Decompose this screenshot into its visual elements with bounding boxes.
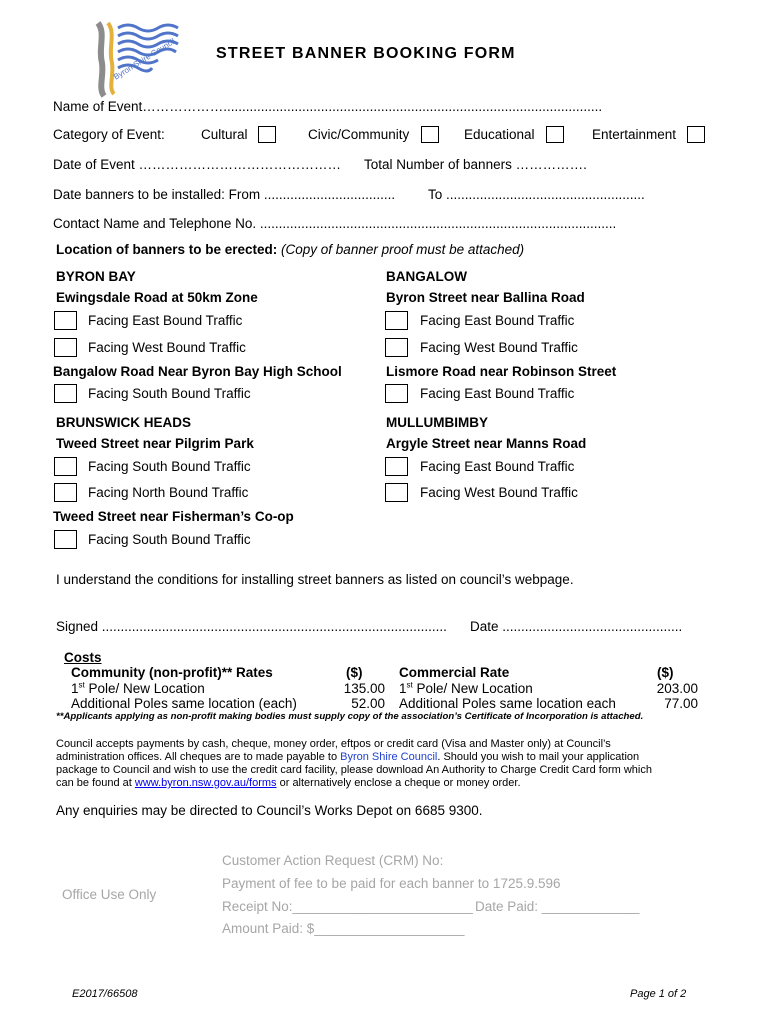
- date-paid-field: Date Paid: _____________: [475, 899, 640, 914]
- argyle-west-label: Facing West Bound Traffic: [420, 485, 578, 500]
- payment-line-2-pre: administration offices. All cheques are to made payable to: [56, 751, 341, 763]
- payment-line-4-pre: can be found at: [56, 777, 135, 789]
- ewingsdale-west-checkbox[interactable]: [54, 338, 77, 357]
- commercial-additional: Additional Poles same location each: [399, 696, 616, 711]
- road-argyle-street: Argyle Street near Manns Road: [386, 436, 587, 451]
- payment-line-2: [56, 751, 639, 763]
- signed-date-field[interactable]: Date ................................................: [470, 619, 683, 634]
- crm-number-field: Customer Action Request (CRM) No:: [222, 853, 444, 868]
- location-heading: [56, 242, 524, 257]
- category-cultural-checkbox[interactable]: [258, 126, 276, 143]
- argyle-west-checkbox[interactable]: [385, 483, 408, 502]
- community-first-value: 135.00: [343, 681, 385, 696]
- costs-heading: Costs: [64, 650, 102, 665]
- contact-field[interactable]: Contact Name and Telephone No. ...............................................................................................: [53, 216, 617, 231]
- community-unit: ($): [346, 665, 363, 680]
- tweed-pilgrim-south-label: Facing South Bound Traffic: [88, 459, 251, 474]
- commercial-first-pole: [399, 681, 533, 696]
- signed-field[interactable]: Signed ............................................................................................: [56, 619, 447, 634]
- commercial-rate-label: Commercial Rate: [399, 665, 510, 680]
- ewingsdale-west-label: Facing West Bound Traffic: [88, 340, 246, 355]
- date-of-event-field[interactable]: Date of Event ………………………………………: [53, 157, 342, 172]
- argyle-east-label: Facing East Bound Traffic: [420, 459, 575, 474]
- commercial-first-sup: st: [406, 680, 413, 690]
- payment-payee: Byron Shire Council: [340, 751, 438, 763]
- commercial-unit: ($): [657, 665, 674, 680]
- community-additional: Additional Poles same location (each): [71, 696, 297, 711]
- page-title: STREET BANNER BOOKING FORM: [216, 45, 516, 62]
- page-number: Page 1 of 2: [630, 988, 687, 1000]
- office-use-label: Office Use Only: [62, 887, 157, 902]
- location-heading-note: (Copy of banner proof must be attached): [277, 242, 525, 257]
- byron-street-west-checkbox[interactable]: [385, 338, 408, 357]
- document-reference: E2017/66508: [72, 988, 138, 1000]
- commercial-first-value: 203.00: [656, 681, 698, 696]
- category-educational-label: Educational: [464, 127, 535, 142]
- category-cultural-label: Cultural: [201, 127, 248, 142]
- area-byron-bay: BYRON BAY: [56, 269, 136, 284]
- road-lismore-road: Lismore Road near Robinson Street: [386, 364, 617, 379]
- payment-line-1: Council accepts payments by cash, cheque, money order, eftpos or credit card (Visa and Master only) at Council’s: [56, 738, 611, 750]
- location-heading-bold: Location of banners to be erected:: [56, 242, 278, 257]
- ewingsdale-east-checkbox[interactable]: [54, 311, 77, 330]
- tweed-pilgrim-north-checkbox[interactable]: [54, 483, 77, 502]
- lismore-road-east-label: Facing East Bound Traffic: [420, 386, 575, 401]
- byron-street-east-label: Facing East Bound Traffic: [420, 313, 575, 328]
- name-of-event-field[interactable]: Name of Event……………….....................................................................................................: [53, 99, 603, 114]
- payment-line-2-post: . Should you wish to mail your application: [437, 751, 640, 763]
- fee-account-text: Payment of fee to be paid for each banner to 1725.9.596: [222, 876, 561, 891]
- tweed-pilgrim-north-label: Facing North Bound Traffic: [88, 485, 249, 500]
- commercial-first-num: 1: [399, 681, 407, 696]
- enquiries-text: Any enquiries may be directed to Council’s Works Depot on 6685 9300.: [56, 803, 483, 818]
- road-tweed-fisherman: Tweed Street near Fisherman’s Co-op: [53, 509, 294, 524]
- ewingsdale-east-label: Facing East Bound Traffic: [88, 313, 243, 328]
- category-civic-checkbox[interactable]: [421, 126, 439, 143]
- category-civic-label: Civic/Community: [308, 127, 410, 142]
- receipt-number-field: Receipt No:________________________: [222, 899, 473, 914]
- tweed-fisherman-south-label: Facing South Bound Traffic: [88, 532, 251, 547]
- byron-street-west-label: Facing West Bound Traffic: [420, 340, 578, 355]
- road-tweed-pilgrim: Tweed Street near Pilgrim Park: [56, 436, 254, 451]
- non-profit-note: **Applicants applying as non-profit making bodies must supply copy of the association’s Certificate of Incorporation is attached.: [56, 711, 644, 722]
- category-educational-checkbox[interactable]: [546, 126, 564, 143]
- category-entertainment-checkbox[interactable]: [687, 126, 705, 143]
- community-first-text: Pole/ New Location: [84, 681, 205, 696]
- area-brunswick-heads: BRUNSWICK HEADS: [56, 415, 191, 430]
- community-rate-label: Community (non-profit)** Rates: [71, 665, 273, 680]
- category-label: Category of Event:: [53, 127, 165, 142]
- argyle-east-checkbox[interactable]: [385, 457, 408, 476]
- install-from-field[interactable]: Date banners to be installed: From ...................................: [53, 187, 396, 202]
- agreement-text: I understand the conditions for installing street banners as listed on council’s webpage.: [56, 572, 574, 587]
- forms-link[interactable]: www.byron.nsw.gov.au/forms: [134, 777, 277, 789]
- community-first-pole: [71, 681, 205, 696]
- community-first-num: 1: [71, 681, 79, 696]
- community-additional-value: 52.00: [351, 696, 385, 711]
- road-byron-street: Byron Street near Ballina Road: [386, 290, 585, 305]
- area-bangalow: BANGALOW: [386, 269, 467, 284]
- tweed-pilgrim-south-checkbox[interactable]: [54, 457, 77, 476]
- tweed-fisherman-south-checkbox[interactable]: [54, 530, 77, 549]
- commercial-additional-value: 77.00: [664, 696, 698, 711]
- road-bangalow-road: Bangalow Road Near Byron Bay High School: [53, 364, 342, 379]
- road-ewingsdale: Ewingsdale Road at 50km Zone: [56, 290, 258, 305]
- category-entertainment-label: Entertainment: [592, 127, 677, 142]
- byron-street-east-checkbox[interactable]: [385, 311, 408, 330]
- community-first-sup: st: [78, 680, 85, 690]
- payment-line-3: package to Council and wish to use the credit card facility, please download An Authority to Charge Credit Card form which: [56, 764, 652, 776]
- total-banners-field[interactable]: Total Number of banners …………….: [364, 157, 587, 172]
- payment-line-4: [56, 777, 521, 789]
- bangalow-road-south-label: Facing South Bound Traffic: [88, 386, 251, 401]
- payment-line-4-post: or alternatively enclose a cheque or money order.: [276, 777, 521, 789]
- area-mullumbimby: MULLUMBIMBY: [386, 415, 488, 430]
- amount-paid-field: Amount Paid: $____________________: [222, 921, 465, 936]
- lismore-road-east-checkbox[interactable]: [385, 384, 408, 403]
- logo-text: Byron Shire Council: [112, 36, 177, 82]
- bangalow-road-south-checkbox[interactable]: [54, 384, 77, 403]
- install-to-field[interactable]: To .....................................................: [428, 187, 645, 202]
- commercial-first-text: Pole/ New Location: [412, 681, 533, 696]
